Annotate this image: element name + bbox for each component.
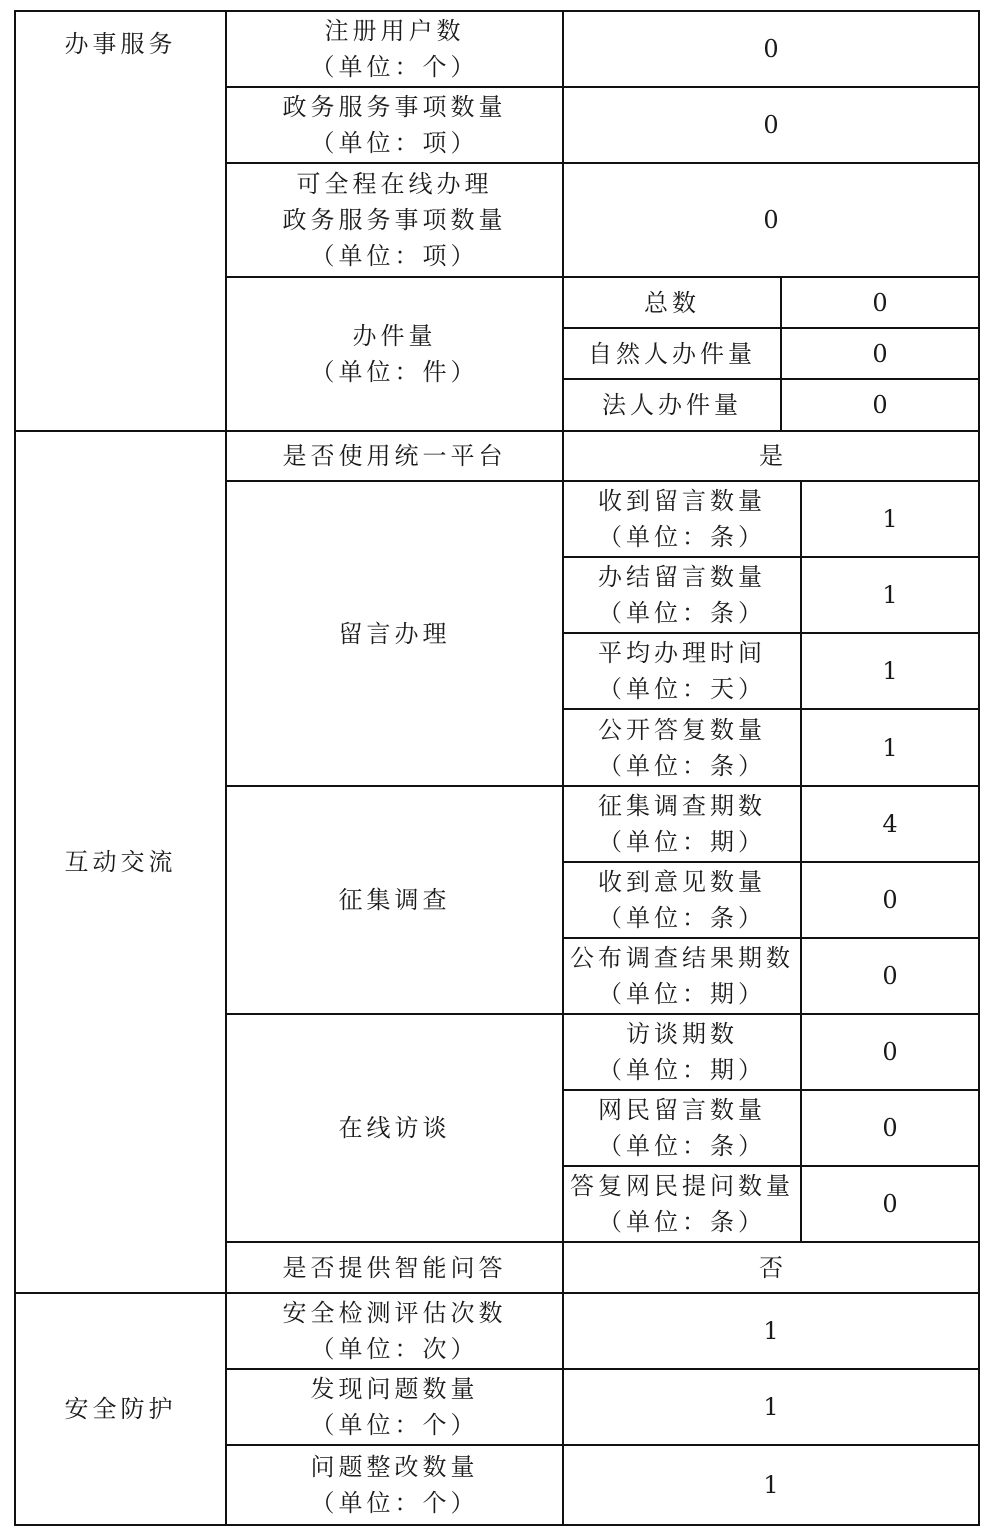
item-unit: （单位：件） <box>310 358 479 386</box>
sub-label: 公布调查结果期数 <box>570 944 794 972</box>
sub-value-cases-natural <box>782 329 980 380</box>
sub-value: 0 <box>872 339 888 368</box>
sub-label-interview-answers <box>564 1167 802 1243</box>
item-label-online-items <box>227 164 564 278</box>
sub-label-survey-opinions <box>564 863 802 939</box>
sub-label-cases-legal <box>564 380 782 432</box>
item-label: 发现问题数量 <box>310 1375 479 1403</box>
group-label-messages <box>227 482 564 787</box>
section-name: 安全防护 <box>64 1395 177 1423</box>
sub-unit: （单位：条） <box>598 1132 766 1160</box>
sub-value-cases-legal <box>782 380 980 432</box>
item-unit: （单位：个） <box>310 53 479 81</box>
item-value-issues-fixed <box>564 1446 980 1526</box>
sub-value-interview-messages <box>802 1091 980 1167</box>
section-label-service <box>16 12 227 432</box>
sub-value: 0 <box>882 1038 898 1066</box>
item-unit: （单位：项） <box>310 242 479 270</box>
sub-unit: （单位：条） <box>598 523 766 551</box>
sub-label: 征集调查期数 <box>598 792 766 820</box>
item-unit: （单位：项） <box>310 129 479 157</box>
sub-label-cases-natural <box>564 329 782 380</box>
sub-value-interview-periods <box>802 1015 980 1091</box>
section-label-security <box>16 1294 227 1526</box>
item-label: 安全检测评估次数 <box>282 1299 507 1327</box>
sub-value-survey-opinions <box>802 863 980 939</box>
sub-value-survey-periods <box>802 787 980 863</box>
sub-value: 0 <box>882 1114 898 1142</box>
sub-label-interview-periods <box>564 1015 802 1091</box>
sub-value-messages-received <box>802 482 980 558</box>
item-label-smart-qa <box>227 1243 564 1294</box>
sub-value-cases-total <box>782 278 980 329</box>
sub-unit: （单位：期） <box>598 1056 766 1084</box>
sub-label: 收到意见数量 <box>598 868 766 896</box>
group-label: 留言办理 <box>338 619 451 648</box>
sub-unit: （单位：条） <box>598 1208 766 1236</box>
item-label: 是否提供智能问答 <box>282 1253 507 1282</box>
sub-label: 自然人办件量 <box>588 339 756 368</box>
group-label: 在线访谈 <box>338 1114 451 1142</box>
sub-unit: （单位：天） <box>598 675 766 703</box>
sub-label-survey-periods <box>564 787 802 863</box>
item-value: 0 <box>763 111 779 139</box>
item-label-cases <box>227 278 564 432</box>
item-value-security-checks <box>564 1294 980 1370</box>
sub-label-messages-public <box>564 710 802 787</box>
sub-value: 0 <box>882 886 898 914</box>
item-label: 政务服务事项数量 <box>282 93 507 121</box>
sub-label: 办结留言数量 <box>598 563 766 591</box>
item-value-issues-found <box>564 1370 980 1446</box>
sub-value-messages-avg-time <box>802 634 980 710</box>
sub-label: 访谈期数 <box>626 1020 738 1048</box>
sub-label: 公开答复数量 <box>598 715 766 744</box>
sub-value: 0 <box>872 391 888 419</box>
item-value: 1 <box>763 1317 779 1345</box>
sub-value-messages-closed <box>802 558 980 634</box>
sub-label-cases-total <box>564 278 782 329</box>
sub-label-messages-avg-time <box>564 634 802 710</box>
item-value: 1 <box>763 1393 779 1421</box>
sub-label-messages-closed <box>564 558 802 634</box>
item-value-registered-users <box>564 12 980 88</box>
sub-value-interview-answers <box>802 1167 980 1243</box>
sub-value: 1 <box>882 657 898 685</box>
item-label: 办件量 <box>352 322 437 350</box>
item-value-online-items <box>564 164 980 278</box>
group-label: 征集调查 <box>338 886 451 914</box>
sub-value-messages-public <box>802 710 980 787</box>
item-value: 是 <box>759 442 783 470</box>
sub-value: 1 <box>882 581 898 609</box>
sub-unit: （单位：条） <box>598 904 766 932</box>
sub-value: 1 <box>882 505 898 533</box>
sub-label-survey-results <box>564 939 802 1015</box>
item-label: 注册用户数 <box>324 17 465 45</box>
sub-label: 网民留言数量 <box>598 1096 766 1124</box>
sub-value-survey-results <box>802 939 980 1015</box>
item-value-smart-qa <box>564 1243 980 1294</box>
sub-label: 法人办件量 <box>602 391 742 419</box>
sub-label-interview-messages <box>564 1091 802 1167</box>
sub-label: 答复网民提问数量 <box>570 1172 794 1200</box>
sub-value: 1 <box>882 733 898 762</box>
item-value: 否 <box>759 1253 783 1282</box>
sub-label: 平均办理时间 <box>598 639 766 667</box>
item-value: 0 <box>763 206 779 234</box>
item-label: 可全程在线办理 <box>296 170 493 198</box>
sub-label: 总数 <box>644 288 700 317</box>
section-label-interaction <box>16 432 227 1294</box>
item-unit: （单位：个） <box>310 1411 479 1439</box>
section-name: 互动交流 <box>64 848 177 876</box>
item-label-issues-found <box>227 1370 564 1446</box>
sub-value: 0 <box>882 962 898 990</box>
item-label-service-items <box>227 88 564 164</box>
sub-value: 4 <box>882 810 898 838</box>
item-label-security-checks <box>227 1294 564 1370</box>
item-unit: （单位：个） <box>310 1489 479 1517</box>
section-name: 办事服务 <box>64 30 177 58</box>
item-label: 是否使用统一平台 <box>282 442 507 470</box>
item-label-issues-fixed <box>227 1446 564 1526</box>
sub-value: 0 <box>882 1190 898 1218</box>
item-label-unified-platform <box>227 432 564 482</box>
sub-unit: （单位：条） <box>598 751 766 780</box>
item-value: 1 <box>763 1471 779 1499</box>
group-label-interview <box>227 1015 564 1243</box>
item-unit: （单位：次） <box>310 1335 479 1363</box>
item-label: 问题整改数量 <box>310 1453 479 1481</box>
group-label-survey <box>227 787 564 1015</box>
item-label-registered-users <box>227 12 564 88</box>
sub-label: 收到留言数量 <box>598 487 766 515</box>
item-value: 0 <box>763 35 779 63</box>
sub-unit: （单位：期） <box>598 828 766 856</box>
sub-value: 0 <box>872 288 888 317</box>
sub-unit: （单位：条） <box>598 599 766 627</box>
sub-unit: （单位：期） <box>598 980 766 1008</box>
item-value-service-items <box>564 88 980 164</box>
item-label: 政务服务事项数量 <box>282 206 507 234</box>
sub-label-messages-received <box>564 482 802 558</box>
item-value-unified-platform <box>564 432 980 482</box>
